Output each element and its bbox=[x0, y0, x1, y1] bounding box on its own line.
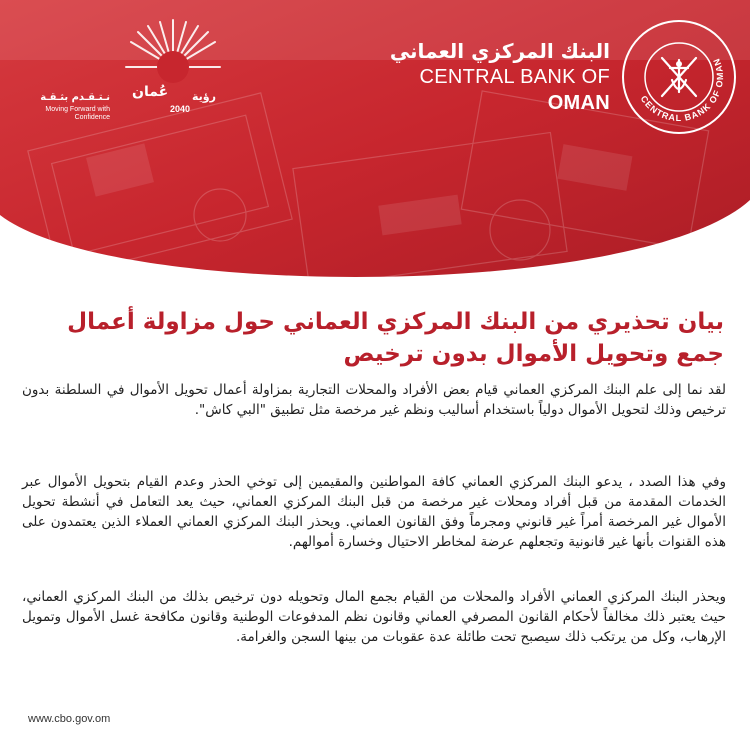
vision-name-ar: رؤية bbox=[192, 90, 216, 103]
announcement-paragraph-3: ويحذر البنك المركزي العماني الأفراد والمحلات من القيام بجمع المال وتحويله دون ترخيص بذلك من البنك المركزي العماني، حيث يعتبر ذلك مخالفاً لأحكام القانون المصرفي العماني وقانون نظم المدفوعات الوطنية وقانون مكافحة غسل الأموال وتمويل الإرهاب، وكل من يرتكب ذلك سيصبح تحت طائلة عدة عقوبات من بينها السجن والغرامة. bbox=[22, 589, 726, 645]
vision-brand-ar: عُمان bbox=[132, 84, 169, 100]
svg-text:CENTRAL BANK OF OMAN bbox=[639, 56, 725, 123]
bank-name-en: CENTRAL BANK OF OMAN bbox=[419, 66, 610, 114]
header-banner bbox=[0, 0, 750, 300]
cbo-emblem-logo bbox=[620, 18, 738, 136]
bank-name bbox=[364, 38, 610, 116]
vision-tagline-ar: نـتـقـدم بثـقـة bbox=[40, 92, 110, 103]
announcement-paragraph-2: وفي هذا الصدد ، يدعو البنك المركزي العماني كافة المواطنين والمقيمين إلى توخي الحذر وعدم القيام بتحويل الأموال عبر الخدمات المقدمة من قبل أفراد ومحلات غير مرخصة من قبل البنك المركزي العماني، حيث يعد التعامل في أنشطة تحويل الأموال غير المرخصة أمراً غير قانوني ومجرماً وفق القانون العماني. ويحذر البنك المركزي العماني العملاء الذين يعتمدون على هذه القنوات بأنها غير قانونية وتجعلهم عرضة لمخاطر الاحتيال وخسارة أموالهم. bbox=[22, 474, 726, 550]
bank-name-ar: البنك المركزي العماني bbox=[389, 39, 610, 63]
announcement-paragraph-1: لقد نما إلى علم البنك المركزي العماني قيام بعض الأفراد والمحلات التجارية بمزاولة أعمال تحويل الأموال في السلطنة بدون ترخيص وذلك لتحويل الأموال دولياً باستخدام أساليب ونظم غير مرخصة مثل تطبيق "البي كاش". bbox=[22, 382, 726, 418]
vision-year: 2040 bbox=[170, 104, 191, 114]
website-link[interactable]: www.cbo.gov.om bbox=[28, 713, 111, 725]
vision-tagline-en: Moving Forward with Confidence bbox=[45, 106, 110, 121]
khanjar-emblem-icon bbox=[620, 18, 738, 136]
oman-vision-2040-logo bbox=[20, 22, 220, 132]
announcement-title: بيان تحذيري من البنك المركزي العماني حول مزاولة أعمال جمع وتحويل الأموال بدون ترخيص bbox=[67, 309, 724, 367]
emblem-ring-text: CENTRAL BANK OF OMAN bbox=[638, 56, 726, 124]
